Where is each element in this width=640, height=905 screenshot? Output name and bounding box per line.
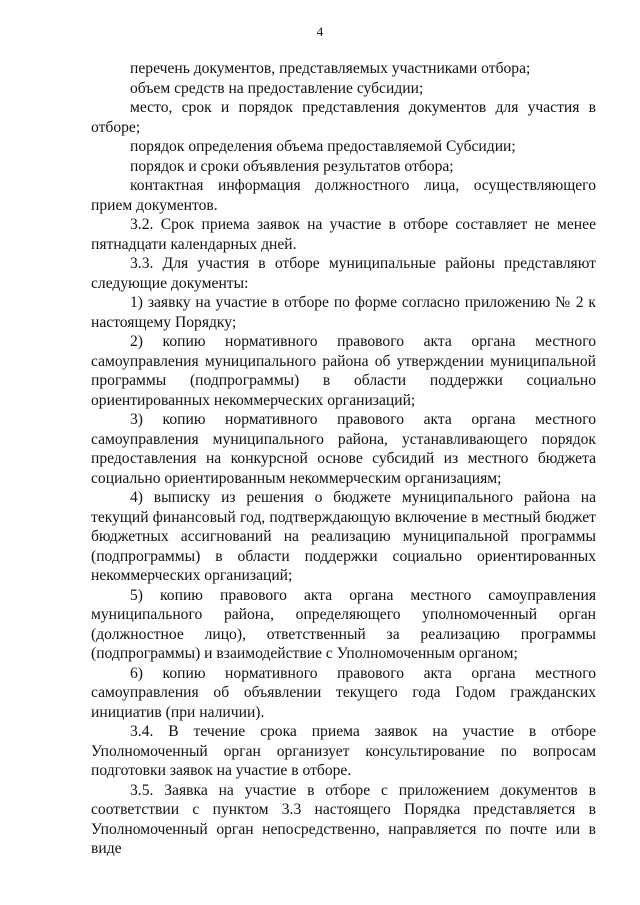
document-body: [91, 59, 596, 859]
list-item-5: 5) копию правового акта органа местного самоуправления муниципального района, определяющего уполномоченный орган (должностное лицо), ответственный за реализацию программы (подпрограммы) и взаимодействие с Уполномоченным органом;: [91, 586, 596, 662]
page-number: 4: [316, 24, 324, 39]
paragraph-3-5: 3.5. Заявка на участие в отборе с приложением документов в соответствии с пунктом 3.3 настоящего Порядка представляется в Уполномоченный орган непосредственно, направляется по почте или в виде: [91, 781, 596, 857]
list-item-1: 1) заявку на участие в отборе по форме согласно приложению № 2 к настоящему Порядку;: [91, 294, 596, 331]
list-item-6: 6) копию нормативного правового акта органа местного самоуправления об объявлении текущего года Годом гражданских инициатив (при наличии).: [91, 664, 596, 721]
list-item-3: 3) копию нормативного правового акта органа местного самоуправления муниципального района, устанавливающего порядок предоставления на конкурсной основе субсидий из местного бюджета социально ориентированным некоммерческим организациям;: [91, 411, 596, 487]
paragraph-submission-terms: место, срок и порядок представления документов для участия в отборе;: [91, 99, 596, 136]
list-item-2: 2) копию нормативного правового акта органа местного самоуправления муниципального района об утверждении муниципальной программы (подпрограммы) в области поддержки социально ориентированных некоммерческих организаций;: [91, 333, 596, 409]
paragraph-3-2: 3.2. Срок приема заявок на участие в отборе составляет не менее пятнадцати календарных дней.: [91, 216, 596, 253]
list-item-4: 4) выписку из решения о бюджете муниципального района на текущий финансовый год, подтверждающую включение в местный бюджет бюджетных ассигнований на реализацию муниципальной программы (подпрограммы) в области поддержки социально ориентированных некоммерческих организаций;: [91, 489, 596, 584]
paragraph-results-announcement: порядок и сроки объявления результатов отбора;: [130, 157, 454, 175]
paragraph-subsidy-volume: объем средств на предоставление субсидии;: [130, 79, 424, 97]
paragraph-contact-info: контактная информация должностного лица, осуществляющего прием документов.: [91, 177, 596, 214]
paragraph-volume-order: порядок определения объема предоставляемой Субсидии;: [130, 138, 516, 155]
paragraph-document-list: перечень документов, представляемых участниками отбора;: [130, 60, 531, 77]
paragraph-3-4: 3.4. В течение срока приема заявок на участие в отборе Уполномоченный орган организует консультирование по вопросам подготовки заявок на участие в отборе.: [91, 723, 596, 779]
paragraph-3-3: 3.3. Для участия в отборе муниципальные районы представляют следующие документы:: [91, 255, 596, 292]
